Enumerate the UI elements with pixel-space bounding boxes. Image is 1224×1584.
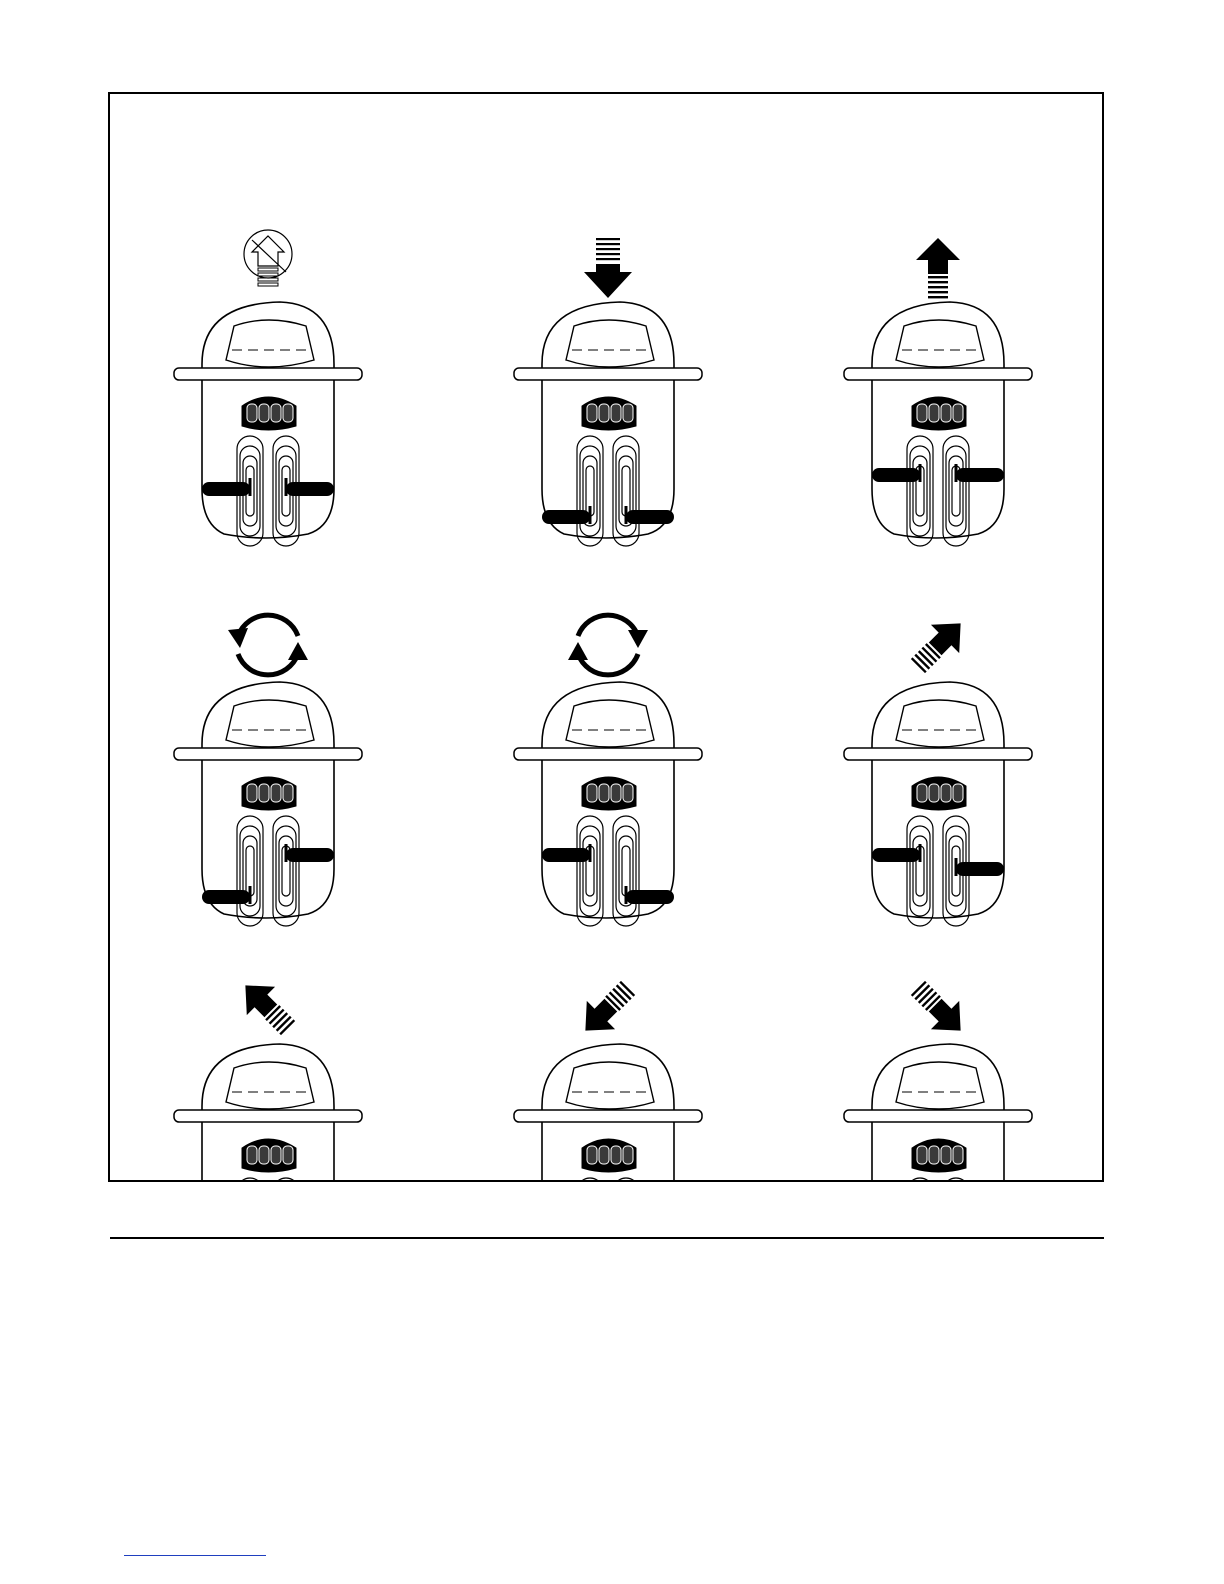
button-4 [623, 404, 633, 422]
button-2 [599, 404, 609, 422]
right-lever-handle [956, 468, 1004, 482]
panel-up [844, 238, 1032, 546]
button-1 [587, 784, 597, 802]
panel-down-right [844, 974, 1032, 1180]
button-3 [271, 404, 281, 422]
no-movement-icon [244, 230, 292, 286]
button-1 [587, 1146, 597, 1164]
left-lever-handle [872, 468, 920, 482]
panel-down-left [514, 974, 702, 1180]
left-lever-handle [542, 510, 590, 524]
button-1 [917, 784, 927, 802]
rotate-clockwise-icon [568, 615, 648, 675]
panel-up-left [174, 971, 362, 1180]
button-1 [247, 784, 257, 802]
button-1 [587, 404, 597, 422]
panel-rotate-ccw [174, 615, 362, 926]
crossbar [514, 368, 702, 380]
panel-up-right [844, 609, 1032, 926]
controller [844, 302, 1032, 546]
controller [514, 682, 702, 926]
display-window [566, 320, 654, 367]
button-2 [929, 404, 939, 422]
panel-stop [174, 230, 362, 546]
arrow-down-left-icon [571, 974, 642, 1045]
button-3 [611, 404, 621, 422]
controller [174, 302, 362, 546]
right-lever-handle [956, 862, 1004, 876]
arrow-up-icon [916, 238, 960, 298]
display-window [226, 700, 314, 747]
controller [844, 682, 1032, 926]
display-window [896, 320, 984, 367]
button-3 [271, 1146, 281, 1164]
display-window [566, 700, 654, 747]
button-3 [611, 1146, 621, 1164]
left-lever-handle [542, 848, 590, 862]
display-window [226, 1062, 314, 1109]
button-1 [917, 404, 927, 422]
crossbar [514, 748, 702, 760]
controller [174, 682, 362, 926]
button-2 [599, 1146, 609, 1164]
button-4 [623, 784, 633, 802]
button-4 [283, 784, 293, 802]
arrow-down-right-icon [904, 974, 975, 1045]
button-2 [259, 404, 269, 422]
crossbar [174, 368, 362, 380]
button-2 [929, 1146, 939, 1164]
button-1 [917, 1146, 927, 1164]
display-window [896, 1062, 984, 1109]
button-2 [259, 1146, 269, 1164]
display-window [226, 320, 314, 367]
display-window [566, 1062, 654, 1109]
button-3 [941, 404, 951, 422]
button-3 [941, 784, 951, 802]
section-divider [110, 1237, 1104, 1239]
left-lever-handle [872, 848, 920, 862]
crossbar [844, 368, 1032, 380]
panel-rotate-cw [514, 615, 702, 926]
display-window [896, 700, 984, 747]
controller [174, 1044, 362, 1180]
button-2 [929, 784, 939, 802]
crossbar [514, 1110, 702, 1122]
button-4 [953, 1146, 963, 1164]
left-lever-handle [202, 482, 250, 496]
button-3 [611, 784, 621, 802]
right-lever-handle [286, 848, 334, 862]
button-1 [247, 404, 257, 422]
footer-link-underline[interactable] [124, 1555, 266, 1556]
crossbar [174, 748, 362, 760]
button-2 [259, 784, 269, 802]
arrow-up-right-icon [904, 609, 975, 680]
controller [514, 302, 702, 546]
controller [844, 1044, 1032, 1180]
right-lever-handle [626, 510, 674, 524]
left-lever-handle [202, 890, 250, 904]
button-4 [953, 784, 963, 802]
arrow-up-left-icon [231, 971, 302, 1042]
button-4 [623, 1146, 633, 1164]
button-4 [953, 404, 963, 422]
arrow-down-icon [584, 238, 632, 298]
panel-down [514, 238, 702, 546]
button-4 [283, 1146, 293, 1164]
figure-frame [108, 92, 1104, 1182]
button-3 [941, 1146, 951, 1164]
button-4 [283, 404, 293, 422]
button-3 [271, 784, 281, 802]
button-1 [247, 1146, 257, 1164]
button-2 [599, 784, 609, 802]
right-lever-handle [286, 482, 334, 496]
controller-diagram [110, 94, 1102, 1180]
right-lever-handle [626, 890, 674, 904]
crossbar [174, 1110, 362, 1122]
controller [514, 1044, 702, 1180]
rotate-counterclockwise-icon [228, 615, 308, 675]
crossbar [844, 1110, 1032, 1122]
crossbar [844, 748, 1032, 760]
